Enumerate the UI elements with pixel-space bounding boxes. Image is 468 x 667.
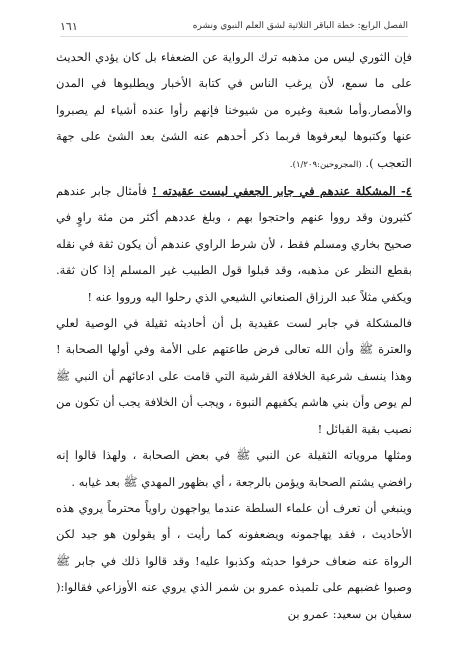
paragraph-3: [56, 310, 412, 442]
paragraph-4-text: ومثلها مروياته الثقيلة عن النبي ﷺ في بعض الصحابة ، ولهذا قالوا إنه رافضي يشتم الصحابة ويؤمن بالرجعة ، أي بظهور المهدي ﷺ بعد غيابه .: [56, 448, 412, 489]
paragraph-1: [56, 44, 412, 178]
page-body: [56, 44, 412, 627]
page-number: ١٦١: [60, 19, 78, 33]
paragraph-3-text: فالمشكلة في جابر لست عقيدية بل أن أحاديثه ثقيلة في الوصية لعلي والعترة ﷺ وأن الله تعالى فرض طاعتهم على الأمة وفي أولها الصحابة ! وهذا ينسف شرعية الخلافة القرشية التي قامت على ادعائهم أن النبي ﷺ لم يوص وأن بني هاشم يكفيهم النبوة ، ويجب أن الخلافة يجب أن تكون من نصيب بقية القبائل !: [56, 316, 412, 436]
section-heading: ٤- المشكلة عندهم في جابر الجعفي ليست عقيدته !: [152, 184, 413, 199]
paragraph-2: [56, 178, 412, 310]
paragraph-1-text: فإن الثوري ليس من مذهبه ترك الرواية عن الضعفاء بل كان يؤدي الحديث على ما سمع، لأن يرغب الناس في كتابة الأخبار ويطلبوها في المدن والأمصار.وأما شعبة وغيره من شيوخنا فإنهم رأوا عنده أشياء لم يصبروا عنها وكتبوها ليعرفوها فربما ذكر أحدهم عنه الشئ بعد الشئ على جهة التعجب ).: [56, 50, 412, 170]
paragraph-2-text: فأمثال جابر عندهم كثيرون وقد رووا عنهم واحتجوا بهم ، وبلغ عددهم أكثر من مئة راوٍ في صحيح بخاري ومسلم فقط ، لأن شرط الراوي عندهم أن يكون ثقة في نقله بقطع النظر عن مذهبه، وقد قبلوا قول الطبيب غير المسلم إذا كان ثقة. ويكفي مثلاً عبد الرزاق الصنعاني الشيعي الذي رحلوا اليه ورووا عنه !: [56, 184, 412, 304]
running-title: الفصل الرابع: خطة الباقر الثلاثية لشق العلم النبوي ونشره: [192, 21, 408, 31]
running-header: [60, 18, 408, 37]
paragraph-4: [56, 442, 412, 495]
citation-note: (المجروحين:١/٢٠٩).: [289, 159, 362, 170]
paragraph-5: [56, 495, 412, 627]
paragraph-5-text: وينبغي أن تعرف أن علماء السلطة عندما يواجهون راوياً محترماً يروي هذه الأحاديث ، فقد يهاجمونه ويضعفونه كما رأيت ، أو يقولون هو جيد لكن الرواة عنه ضعاف حرفوا حديثه وكذبوا عليه! وقد قالوا ذلك في جابر ﷺ وصبوا غضبهم على تلميذه عمرو بن شمر الذي يروي عنه الأوزاعي فقالوا:( سفيان بن سعيد: عمرو بن: [56, 500, 412, 621]
